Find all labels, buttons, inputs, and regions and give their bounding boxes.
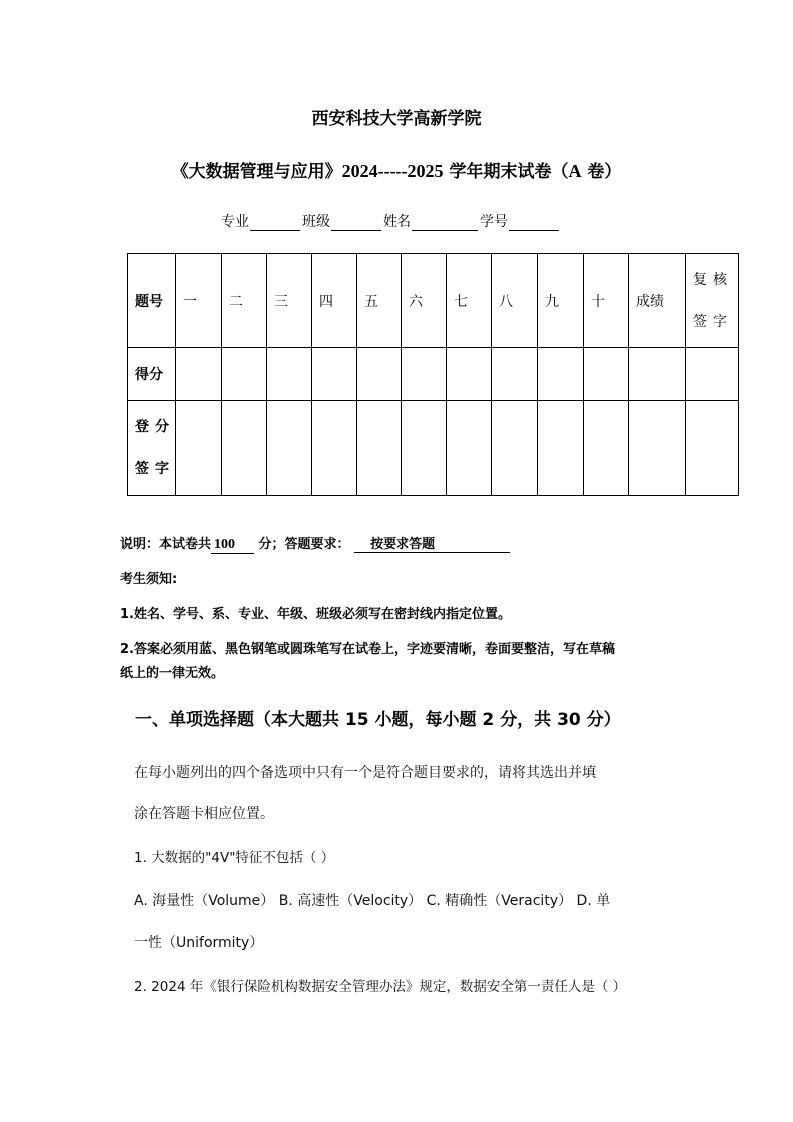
column-header: 一 bbox=[176, 254, 222, 348]
review-sign-line2: 签字 bbox=[693, 313, 733, 330]
score-table bbox=[127, 253, 739, 496]
total-points: 100 bbox=[211, 537, 254, 554]
school-title: 西安科技大学高新学院 bbox=[311, 109, 482, 129]
notice-item-2-line2: 纸上的一律无效。 bbox=[120, 666, 225, 681]
question-1-stem: 1. 大数据的"4V"特征不包括（ ） bbox=[134, 850, 335, 866]
total-score-header: 成绩 bbox=[629, 254, 686, 348]
sign-cell[interactable] bbox=[629, 401, 686, 496]
exam-term-label: 学年期末试卷（ bbox=[443, 162, 569, 182]
answer-requirement: 按要求答题 bbox=[354, 533, 510, 553]
score-cell[interactable] bbox=[357, 348, 402, 401]
column-header: 六 bbox=[402, 254, 447, 348]
sign-cell[interactable] bbox=[538, 401, 584, 496]
student-id-field[interactable] bbox=[509, 214, 559, 231]
sign-cell[interactable] bbox=[176, 401, 222, 496]
score-cell[interactable] bbox=[176, 348, 222, 401]
review-score-cell[interactable] bbox=[686, 348, 739, 401]
column-header: 九 bbox=[538, 254, 584, 348]
score-cell[interactable] bbox=[312, 348, 357, 401]
column-header: 四 bbox=[312, 254, 357, 348]
points-unit: 分；答题要求： bbox=[258, 537, 350, 552]
score-cell[interactable] bbox=[222, 348, 267, 401]
sign-cell[interactable] bbox=[686, 401, 739, 496]
score-row bbox=[128, 348, 739, 401]
notice-item-1: 1.姓名、学号、系、专业、年级、班级必须写在密封线内指定位置。 bbox=[120, 607, 511, 622]
score-cell[interactable] bbox=[538, 348, 584, 401]
section-heading: 一、单项选择题（本大题共 15 小题，每小题 2 分，共 30 分） bbox=[135, 710, 621, 730]
notice-item-2-line1: 2.答案必须用蓝、黑色钢笔或圆珠笔写在试卷上，字迹要清晰，卷面要整洁，写在草稿 bbox=[120, 642, 615, 657]
name-field[interactable] bbox=[412, 214, 478, 231]
exam-course-title: 《大数据管理与应用》 bbox=[171, 162, 342, 182]
major-field[interactable] bbox=[250, 214, 300, 231]
column-header: 七 bbox=[447, 254, 492, 348]
section-intro-line2: 涂在答题卡相应位置。 bbox=[134, 806, 274, 822]
review-sign-header bbox=[686, 254, 739, 348]
class-field[interactable] bbox=[331, 214, 381, 231]
sign-cell[interactable] bbox=[312, 401, 357, 496]
notice-label: 考生须知: bbox=[120, 572, 178, 587]
recorder-sign-line2: 签字 bbox=[135, 461, 175, 477]
score-row-header: 得分 bbox=[128, 348, 176, 401]
student-info-line bbox=[221, 211, 561, 231]
class-label: 班级 bbox=[302, 214, 330, 230]
sign-cell[interactable] bbox=[222, 401, 267, 496]
recorder-sign-header bbox=[128, 401, 176, 496]
question-2-stem: 2. 2024 年《银行保险机构数据安全管理办法》规定，数据安全第一责任人是（ ） bbox=[134, 979, 627, 995]
exam-description bbox=[120, 533, 510, 554]
score-cell[interactable] bbox=[584, 348, 629, 401]
column-header: 十 bbox=[584, 254, 629, 348]
exam-title bbox=[0, 157, 793, 182]
description-label: 说明：本试卷共 bbox=[120, 537, 212, 552]
total-score-cell[interactable] bbox=[629, 348, 686, 401]
column-header: 八 bbox=[492, 254, 538, 348]
paper-variant: A bbox=[568, 161, 582, 181]
sign-cell[interactable] bbox=[492, 401, 538, 496]
exam-years: 2024-----2025 bbox=[341, 161, 444, 181]
question-number-header: 题号 bbox=[128, 254, 176, 348]
sign-cell[interactable] bbox=[402, 401, 447, 496]
student-id-label: 学号 bbox=[480, 214, 508, 230]
score-cell[interactable] bbox=[492, 348, 538, 401]
recorder-sign-row bbox=[128, 401, 739, 496]
question-number-row bbox=[128, 254, 739, 348]
sign-cell[interactable] bbox=[447, 401, 492, 496]
section-intro-line1: 在每小题列出的四个备选项中只有一个是符合题目要求的，请将其选出并填 bbox=[134, 765, 596, 781]
review-sign-line1: 复核 bbox=[693, 271, 733, 288]
name-label: 姓名 bbox=[383, 214, 411, 230]
score-cell[interactable] bbox=[267, 348, 312, 401]
column-header: 三 bbox=[267, 254, 312, 348]
recorder-sign-line1: 登分 bbox=[135, 419, 175, 435]
major-label: 专业 bbox=[221, 214, 249, 230]
score-cell[interactable] bbox=[447, 348, 492, 401]
score-cell[interactable] bbox=[402, 348, 447, 401]
sign-cell[interactable] bbox=[267, 401, 312, 496]
sign-cell[interactable] bbox=[584, 401, 629, 496]
column-header: 五 bbox=[357, 254, 402, 348]
sign-cell[interactable] bbox=[357, 401, 402, 496]
question-1-options-line2: 一性（Uniformity） bbox=[134, 935, 264, 951]
column-header: 二 bbox=[222, 254, 267, 348]
question-1-options-line1: A. 海量性（Volume） B. 高速性（Velocity） C. 精确性（Veracity） D. 单 bbox=[134, 893, 611, 909]
paper-variant-suffix: 卷） bbox=[581, 162, 622, 182]
